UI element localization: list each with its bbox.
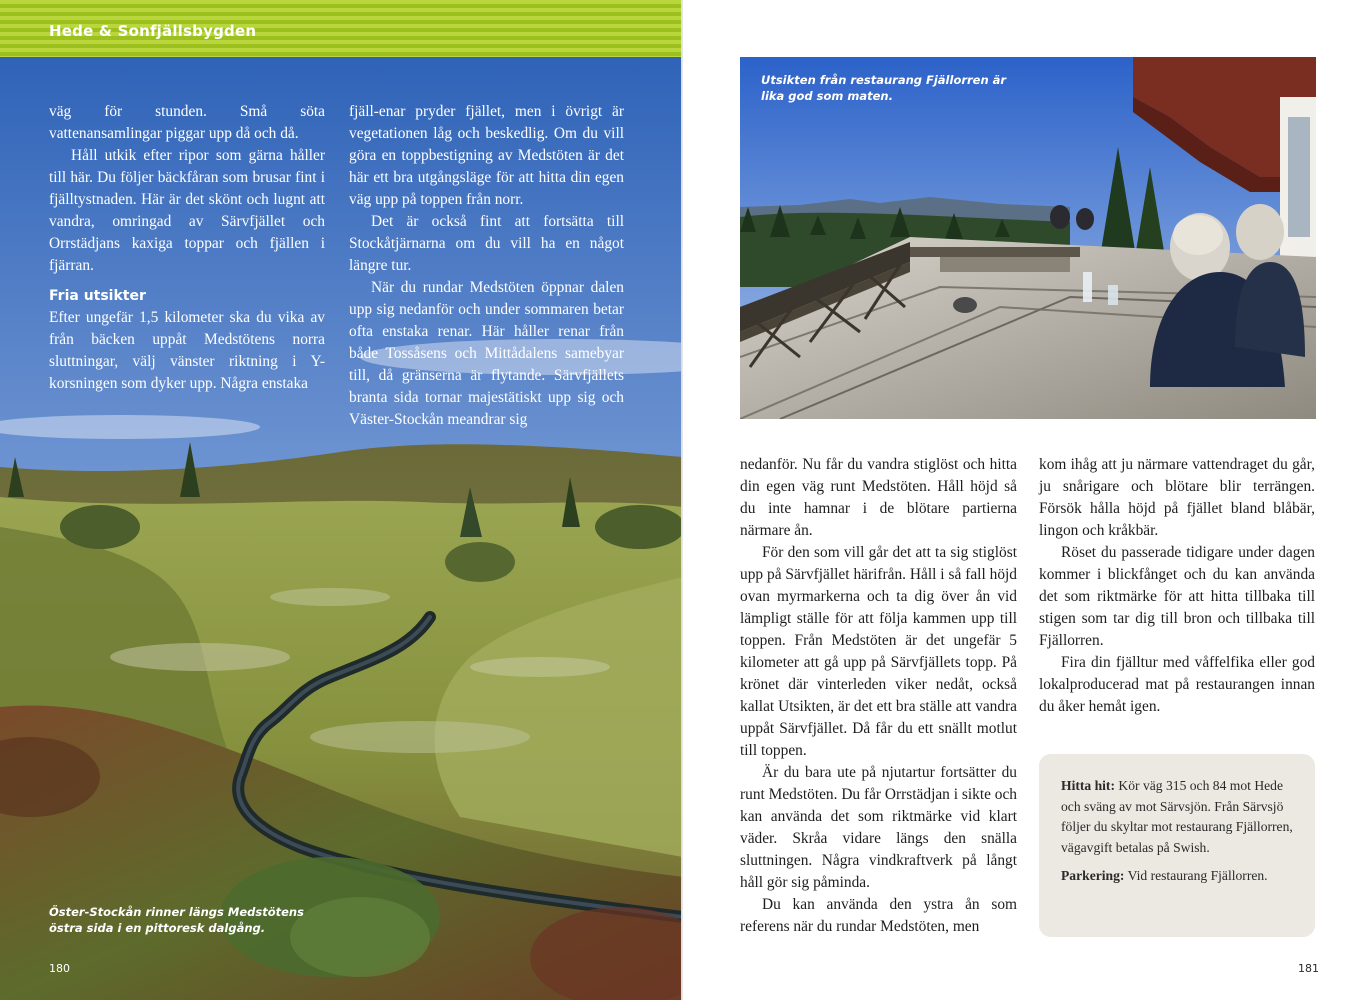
paragraph: Är du bara ute på njutartur fortsätter du runt Medstöten. Du får Orrstädjan i sikte och kan använda det som riktmärke vid klart väder. Skråa vidare längs den snälla sluttningen. Några vindkraftverk på långt håll gör sig påminda. (740, 764, 1017, 891)
directions-infobox (1039, 754, 1315, 937)
page-number-right: 181 (1298, 962, 1319, 975)
paragraph: väg för stunden. Små söta vattenansamlingar piggar upp då och då. (49, 103, 325, 142)
right-page (683, 0, 1366, 1000)
directions-paragraph (1061, 776, 1295, 858)
paragraph: För den som vill går det att ta sig stiglöst upp på Särvfjället härifrån. Håll i så fall höjd ovan myrmarkerna och ta dig över ån vid lämpligt ställe för att följa kammen upp till toppen. Från Medstöten är det ungefär 5 kilometer att gå upp på Särvfjällets topp. På krönet där vinterleden viker nedåt, också kallat Utsikten, är det ett bra ställe att vandra uppåt Särvfjället. Då får du ett snällt motlut till toppen. (740, 544, 1017, 759)
right-column-1 (740, 454, 1017, 938)
paragraph: nedanför. Nu får du vandra stiglöst och hitta din egen väg runt Medstöten. Håll höjd så du inte hamnar i de blötare partierna närmare ån. (740, 456, 1017, 539)
left-column-1 (49, 101, 325, 395)
paragraph: Håll utkik efter ripor som gärna håller till här. Du följer bäckfåran som brusar fint i fjälltystnaden. Här är det skönt och lugnt att vandra, omringad av Särvfjället och Orrstädjans kaxiga toppar och fjällen i fjärran. (49, 147, 325, 274)
photo-caption-left: Öster-Stockån rinner längs Medstötens östra sida i en pittoresk dalgång. (49, 905, 304, 935)
parking-label: Parkering: (1061, 868, 1125, 883)
directions-label: Hitta hit: (1061, 778, 1115, 793)
right-column-2 (1039, 454, 1315, 718)
subheading: Fria utsikter (49, 288, 146, 304)
paragraph: Det är också fint att fortsätta till Stockåtjärnarna om du vill ha en något längre tur. (349, 213, 624, 274)
paragraph: kom ihåg att ju närmare vattendraget du går, ju snårigare och blötare blir terrängen. Försök hålla höjd på fjället bland blåbär, lingon och kråkbär. (1039, 456, 1315, 539)
parking-text: Vid restaurang Fjällorren. (1127, 868, 1268, 883)
section-title: Hede & Sonfjällsbygden (49, 22, 257, 40)
paragraph: Röset du passerade tidigare under dagen kommer i blickfånget och du kan använda det som riktmärke för att hitta tillbaka till stigen som tar dig till bron och tillbaka till Fjällorren. (1039, 544, 1315, 649)
paragraph: När du rundar Medstöten öppnar dalen upp sig nedanför och under sommaren betar ofta enstaka renar. Här håller renar från både Tossåsens och Mittådalens samebyar till, då gränserna är flytande. Särvfjällets branta sida tornar majestätiskt upp sig och Väster-Stockån meandrar sig (349, 279, 624, 428)
parking-paragraph (1061, 866, 1295, 887)
paragraph: fjäll-enar pryder fjället, men i övrigt är vegetationen låg och beskedlig. Om du vill göra en toppbestigning av Medstöten är det här ett bra utgångsläge för att hitta din egen väg upp på toppen från norr. (349, 103, 624, 208)
directions-text: Kör väg 315 och 84 mot Hede och sväng av mot Särvsjön. Från Särvsjö följer du skyltar mot restaurang Fjällorren, vägavgift betalas på Swish. (1061, 778, 1293, 855)
photo-caption-right: Utsikten från restaurang Fjällorren är lika god som maten. (761, 73, 1007, 103)
page-number-left: 180 (49, 962, 70, 975)
paragraph: Du kan använda den ystra ån som referens när du rundar Medstöten, men (740, 896, 1017, 935)
paragraph: Efter ungefär 1,5 kilometer ska du vika av från bäcken uppåt Medstötens norra sluttningar, välj vänster riktning i Y-korsningen som dyker upp. Några enstaka (49, 309, 325, 392)
paragraph: Fira din fjälltur med våffelfika eller god lokalproducerad mat på restaurangen innan du åker hemåt igen. (1039, 654, 1315, 715)
left-column-2 (349, 101, 624, 431)
restaurant-terrace-photo (740, 57, 1316, 419)
